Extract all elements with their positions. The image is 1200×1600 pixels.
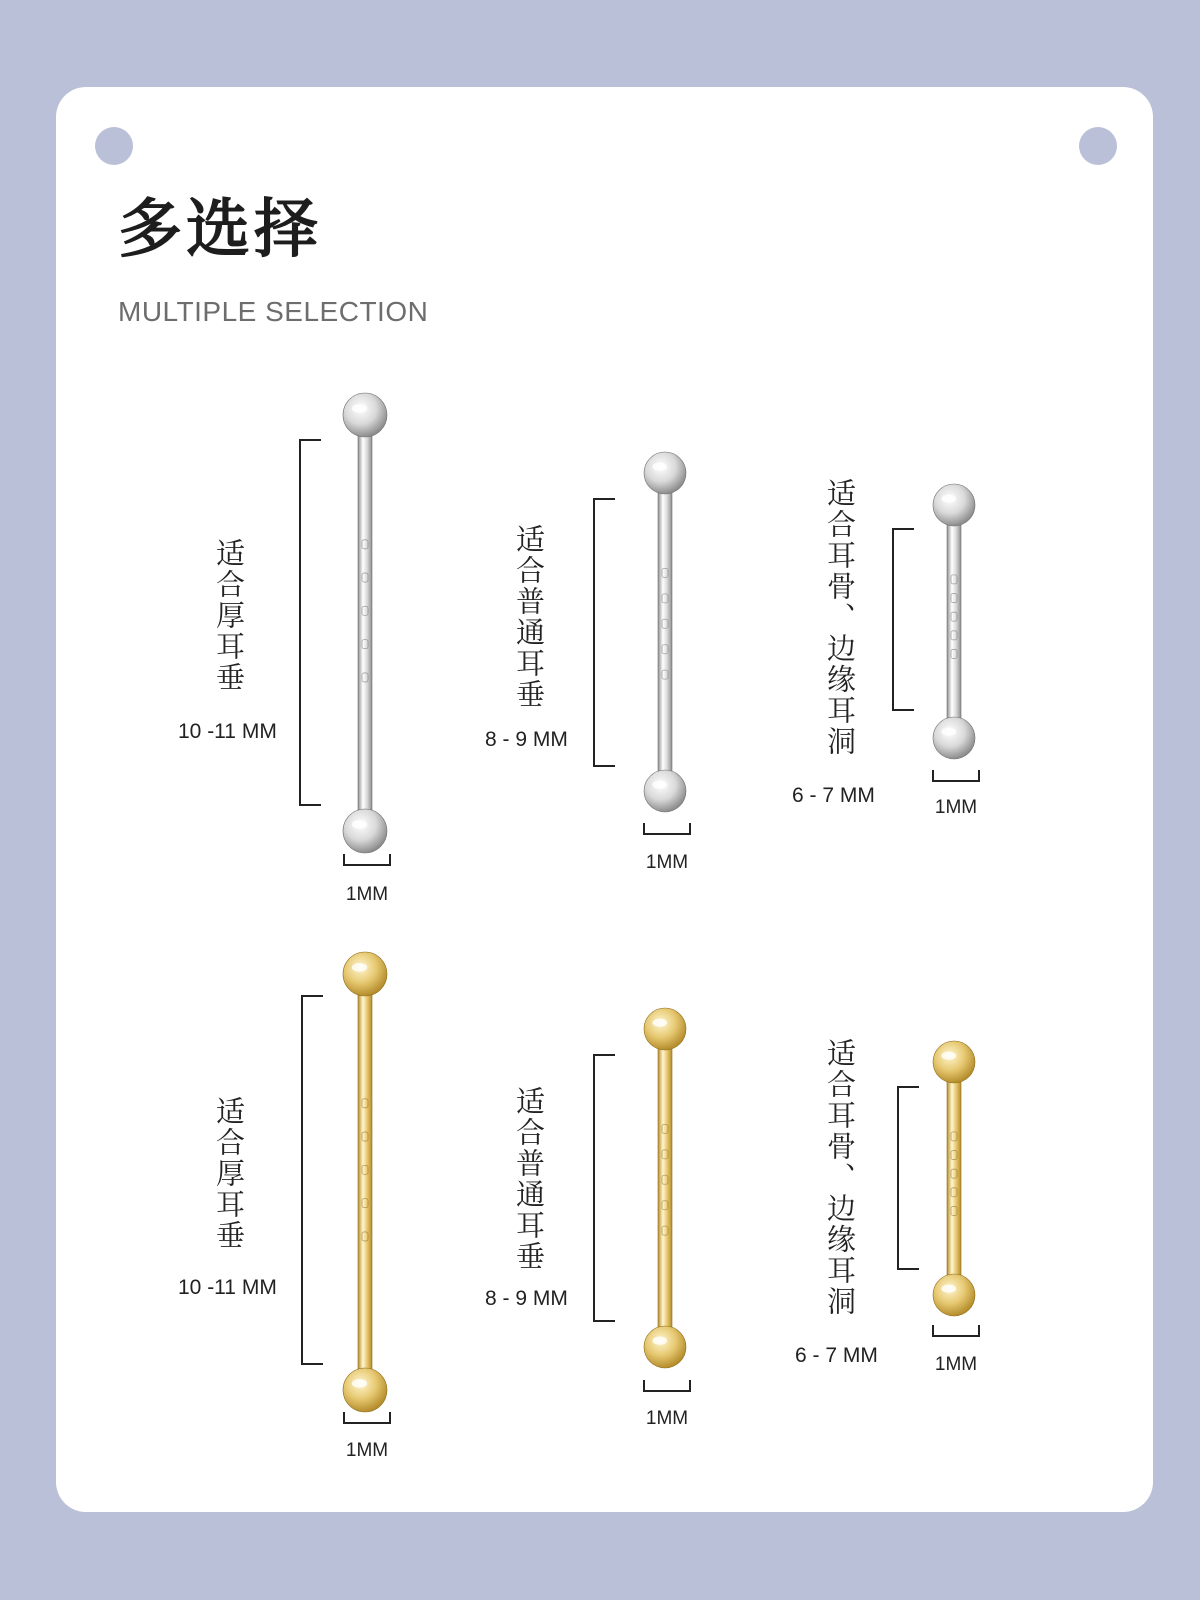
fit-label: 适合耳骨、边缘耳洞 xyxy=(823,478,857,757)
length-bracket xyxy=(299,439,321,806)
fit-label: 适合厚耳垂 xyxy=(212,1096,246,1251)
diameter-bracket xyxy=(643,1380,691,1392)
page-title: 多选择 xyxy=(118,193,322,267)
diameter-label: 1MM xyxy=(345,1440,389,1461)
gold-barbell-medium xyxy=(640,1008,690,1368)
gold-barbell-short xyxy=(929,1041,979,1316)
size-label: 10 -11 MM xyxy=(178,1276,277,1299)
length-bracket xyxy=(593,498,615,767)
card-hole-left xyxy=(95,127,133,165)
length-bracket xyxy=(301,995,323,1365)
diameter-bracket xyxy=(343,854,391,866)
size-label: 8 - 9 MM xyxy=(485,728,568,751)
card-hole-right xyxy=(1079,127,1117,165)
diameter-label: 1MM xyxy=(645,852,689,873)
diameter-bracket xyxy=(343,1412,391,1424)
size-label: 6 - 7 MM xyxy=(795,1344,878,1367)
gold-barbell-long xyxy=(335,952,395,1412)
diameter-bracket xyxy=(643,823,691,835)
diameter-label: 1MM xyxy=(345,884,389,905)
size-label: 10 -11 MM xyxy=(178,720,277,743)
diameter-bracket xyxy=(932,770,980,782)
size-label: 8 - 9 MM xyxy=(485,1287,568,1310)
fit-label: 适合普通耳垂 xyxy=(512,1086,546,1272)
page-subtitle: MULTIPLE SELECTION xyxy=(118,296,429,327)
silver-barbell-short xyxy=(929,484,979,759)
fit-label: 适合厚耳垂 xyxy=(212,538,246,693)
length-bracket xyxy=(892,528,914,711)
fit-label: 适合普通耳垂 xyxy=(512,524,546,710)
size-label: 6 - 7 MM xyxy=(792,784,875,807)
diameter-label: 1MM xyxy=(934,797,978,818)
silver-barbell-long xyxy=(335,393,395,853)
diameter-label: 1MM xyxy=(934,1354,978,1375)
diameter-label: 1MM xyxy=(645,1408,689,1429)
length-bracket xyxy=(593,1054,615,1322)
diameter-bracket xyxy=(932,1325,980,1337)
length-bracket xyxy=(897,1086,919,1270)
fit-label: 适合耳骨、边缘耳洞 xyxy=(823,1038,857,1317)
silver-barbell-medium xyxy=(640,452,690,812)
